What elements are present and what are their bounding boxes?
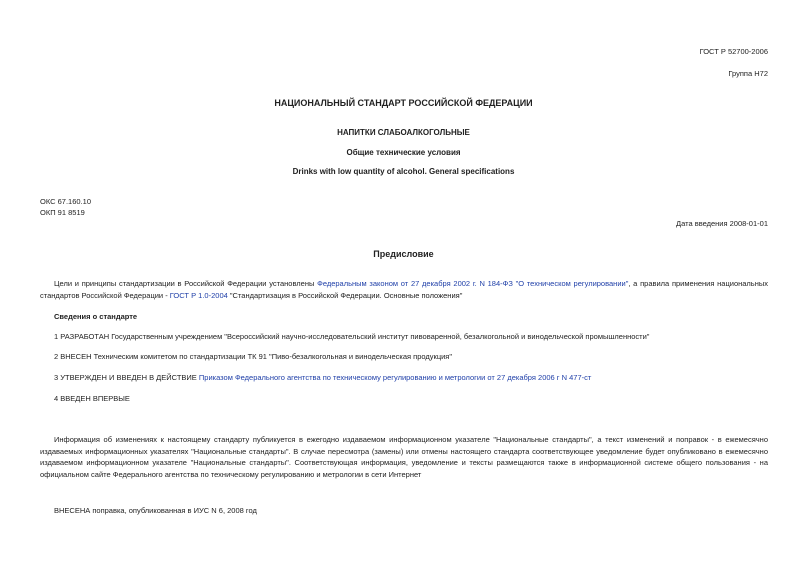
standard-subtitle: Общие технические условия — [346, 148, 461, 157]
info-item-1: 1 РАЗРАБОТАН Государственным учреждением "Всероссийский научно-исследовательский институт пивоваренной, безалкогольной и винодельческой промышленности" — [54, 332, 650, 341]
oks-code: ОКС 67.160.10 — [40, 197, 91, 206]
federal-agency-order-link[interactable]: Приказом Федерального агентства по техническому регулированию и метрологии от 27 декабря 2006 г N 477-ст — [198, 373, 592, 382]
foreword-paragraph — [40, 278, 768, 301]
foreword-text-3: "Стандартизация в Российской Федерации. Основные положения" — [227, 290, 463, 300]
okp-code: ОКП 91 8519 — [40, 208, 85, 217]
federal-law-link[interactable]: Федеральным законом от 27 декабря 2002 г. N 184-ФЗ "О техническом регулировании" — [317, 279, 629, 288]
notice-paragraph: Информация об изменениях к настоящему стандарту публикуется в ежегодно издаваемом информационном указателе "Национальные стандарты", а текст изменений и поправок - в ежемесячно издаваемых информационных указателях "Национальные стандарты". В случае пересмотра (замены) или отмены настоящего стандарта соответствующее уведомление будет опубликовано в ежемесячно издаваемом информационном указателе "Национальные стандарты". Соответствующая информация, уведомление и тексты размещаются также в информационной системе общего пользования - на официальном сайте Федерального агентства по техническому регулированию и метрологии в сети Интернет — [40, 435, 768, 479]
introduction-date: Дата введения 2008-01-01 — [676, 219, 768, 228]
info-item-3-text: 3 УТВЕРЖДЕН И ВВЕДЕН В ДЕЙСТВИЕ — [54, 373, 199, 382]
document-number: ГОСТ Р 52700-2006 — [699, 47, 768, 56]
info-item-3 — [54, 373, 591, 382]
standard-title-english: Drinks with low quantity of alcohol. General specifications — [292, 167, 515, 176]
foreword-text-2: , а правила применения национальных стандартов Российской Федерации - — [40, 279, 768, 300]
amendment-note: ВНЕСЕНА поправка, опубликованная в ИУС N 6, 2008 год — [54, 506, 257, 515]
foreword-text-1: Цели и принципы стандартизации в Российской Федерации установлены — [54, 279, 318, 288]
standard-title: НАПИТКИ СЛАБОАЛКОГОЛЬНЫЕ — [337, 128, 470, 137]
national-standard-heading: НАЦИОНАЛЬНЫЙ СТАНДАРТ РОССИЙСКОЙ ФЕДЕРАЦИИ — [274, 98, 533, 108]
group-code: Группа Н72 — [728, 69, 768, 78]
gost-r-1-0-2004-link[interactable]: ГОСТ Р 1.0-2004 — [169, 290, 228, 300]
info-item-2: 2 ВНЕСЕН Техническим комитетом по стандартизации ТК 91 "Пиво-безалкогольная и винодельческая продукция" — [54, 352, 453, 361]
info-item-4: 4 ВВЕДЕН ВПЕРВЫЕ — [54, 394, 130, 403]
standard-info-heading: Сведения о стандарте — [54, 312, 138, 321]
foreword-heading: Предисловие — [373, 249, 434, 259]
